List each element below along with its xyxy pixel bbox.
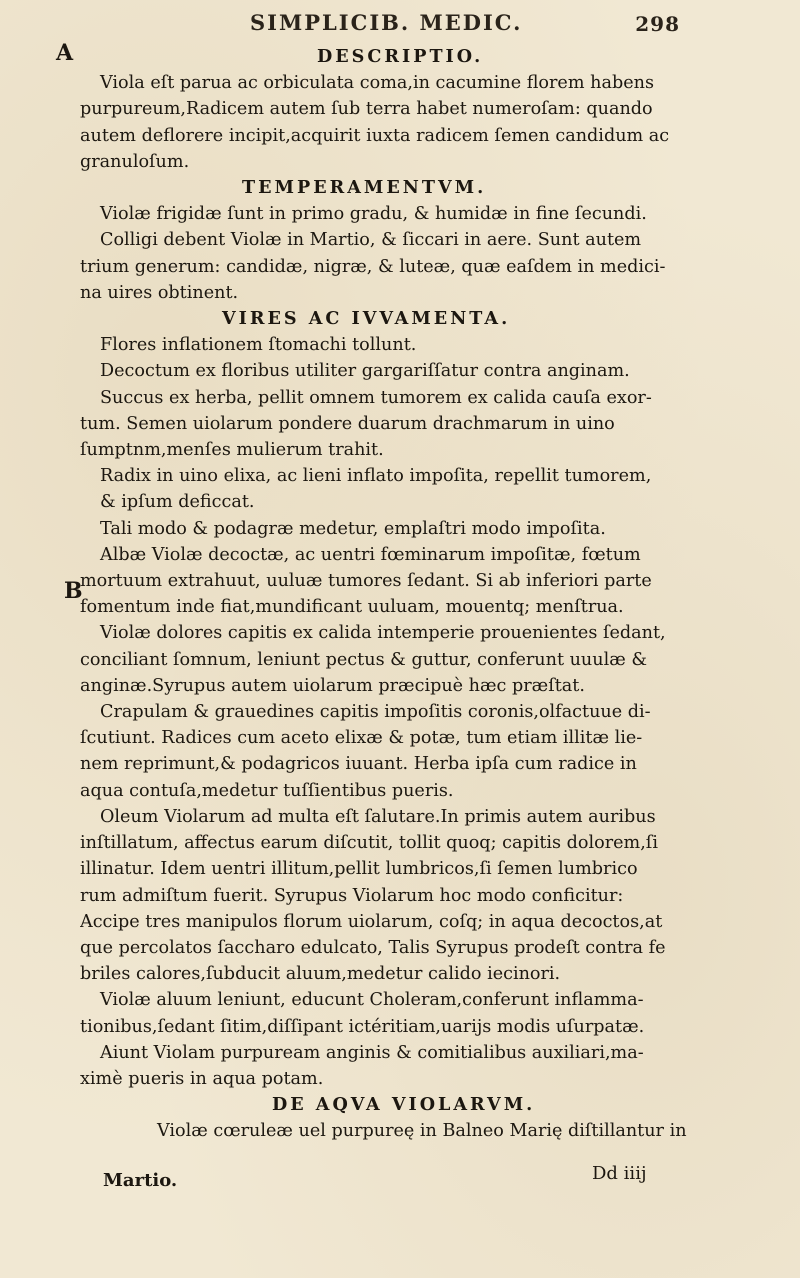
text-line: Radix in uino elixa, ac lieni inflato impoſita, repellit tumorem, <box>100 466 652 487</box>
text-line: Crapulam & grauedines capitis impoſitis coronis,olfactuue di- <box>100 702 651 723</box>
text-line: anginæ.Syrupus autem uiolarum præcipuè hæc præſtat. <box>80 675 585 696</box>
section-heading: TEMPERAMENTVM. <box>242 177 487 199</box>
text-line: Colligi debent Violæ in Martio, & ſiccari in aere. Sunt autem <box>100 230 642 251</box>
text-line: Accipe tres manipulos florum uiolarum, coſq; in aqua decoctos,at <box>80 911 663 932</box>
running-header <box>250 10 680 35</box>
text-line: que percolatos ſaccharo edulcato, Talis Syrupus prodeſt contra fe <box>80 937 666 958</box>
text-line: Tali modo & podagræ medetur, emplaſtri modo impoſita. <box>100 518 606 539</box>
text-line: illinatur. Idem uentri illitum,pellit lumbricos,ſi ſemen lumbrico <box>80 859 638 880</box>
text-line: Albæ Violæ decoctæ, ac uentri fœminarum impoſitæ, fœtum <box>100 544 641 565</box>
text-line: nem reprimunt,& podagricos iuuant. Herba ipſa cum radice in <box>80 754 637 775</box>
text-line: Aiunt Violam purpuream anginis & comitialibus auxiliari,ma- <box>100 1042 644 1063</box>
text-line: rum admiſtum fuerit. Syrupus Violarum hoc modo conficitur: <box>80 885 624 906</box>
text-line: fomentum inde fiat,mundificant uuluam, mouentq; menſtrua. <box>80 597 624 618</box>
folio-number: 298 <box>635 12 680 36</box>
text-line: purpureum,Radicem autem ſub terra habet numeroſam: quando <box>80 99 653 120</box>
last-line: Martio. <box>103 1170 178 1191</box>
margin-letter-b: B <box>64 578 83 604</box>
margin-letter-a: A <box>56 40 74 66</box>
text-line: briles calores,ſubducit aluum,medetur calido iecinori. <box>80 964 561 985</box>
text-line: trium generum: candidæ, nigræ, & luteæ, quæ eaſdem in medici- <box>80 256 666 277</box>
text-line: Viola eſt parua ac orbiculata coma,in cacumine florem habens <box>100 73 654 94</box>
section-heading: DE AQVA VIOLARVM. <box>272 1094 536 1116</box>
text-line: ximè pueris in aqua potam. <box>80 1068 324 1089</box>
text-line: mortuum extrahuut, uuluæ tumores ſedant. Si ab inferiori parte <box>80 571 652 592</box>
section-heading: VIRES AC IVVAMENTA. <box>222 308 511 330</box>
text-line: Oleum Violarum ad multa eſt ſalutare.In primis autem auribus <box>100 806 656 827</box>
text-line: Violæ frigidæ ſunt in primo gradu, & humidæ in fine ſecundi. <box>100 204 647 225</box>
text-line: ſumptnm,menſes mulierum trahit. <box>80 440 384 461</box>
text-line: Violæ cœruleæ uel purpureę in Balneo Marię diſtillantur in <box>157 1121 687 1142</box>
text-line: Succus ex herba, pellit omnem tumorem ex calida cauſa exor- <box>100 387 652 408</box>
body-text <box>80 44 720 1145</box>
running-title: SIMPLICIB. MEDIC. <box>250 10 523 35</box>
text-line: autem deflorere incipit,acquirit iuxta radicem ſemen candidum ac <box>80 125 670 146</box>
text-line: ſcutiunt. Radices cum aceto elixæ & potæ, tum etiam illitæ lie- <box>80 728 643 749</box>
text-line: & ipſum deficcat. <box>100 492 255 513</box>
text-line: granuloſum. <box>80 151 190 172</box>
text-line: conciliant ſomnum, leniunt pectus & guttur, conferunt uuulæ & <box>80 649 648 670</box>
text-line: Flores inflationem ſtomachi tollunt. <box>100 335 417 356</box>
text-line: tum. Semen uiolarum pondere duarum drachmarum in uino <box>80 413 615 434</box>
section-heading: DESCRIPTIO. <box>317 46 484 67</box>
text-line: aqua contuſa,medetur tuſſientibus pueris. <box>80 780 454 801</box>
text-line: Violæ aluum leniunt, educunt Choleram,conferunt inflamma- <box>100 990 644 1011</box>
text-line: inſtillatum, affectus earum diſcutit, tollit quoq; capitis dolorem,ſi <box>80 833 658 854</box>
text-line: tionibus,ſedant ſitim,diſſipant ictéritiam,uarijs modis uſurpatæ. <box>80 1016 645 1037</box>
text-line: Violæ dolores capitis ex calida intemperie prouenientes ſedant, <box>100 623 666 644</box>
signature-mark: Dd iiij <box>592 1163 647 1184</box>
text-line: Decoctum ex floribus utiliter gargariſſatur contra anginam. <box>100 361 630 382</box>
text-line: na uires obtinent. <box>80 282 239 303</box>
